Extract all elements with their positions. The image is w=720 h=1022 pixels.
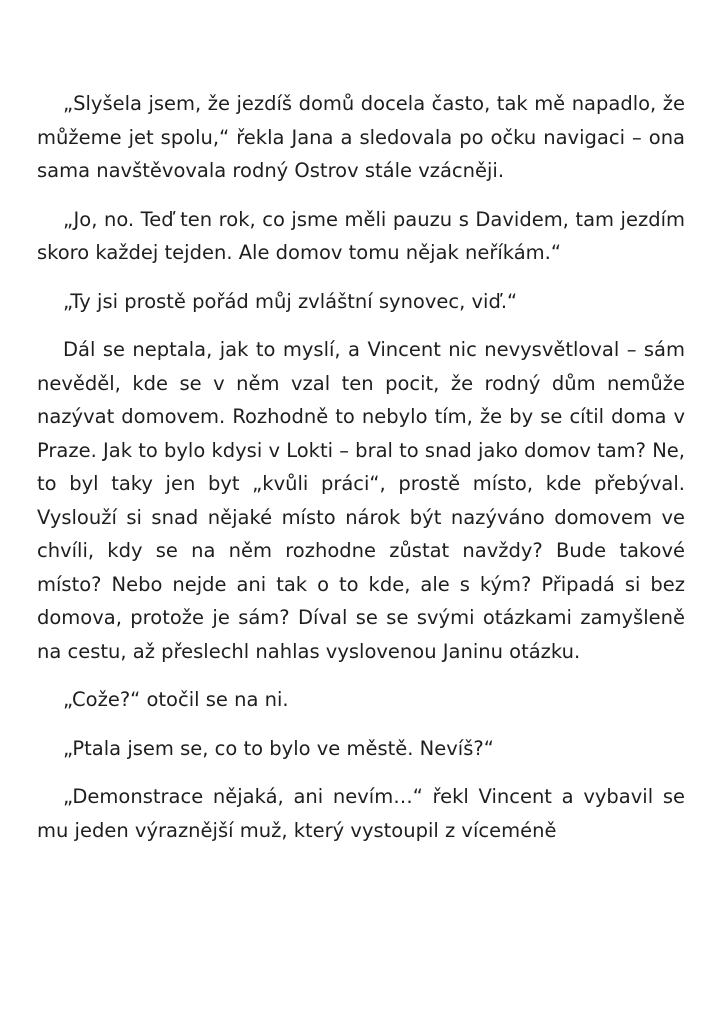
paragraph-6: „Ptala jsem se, co to bylo ve městě. Nevíš?“	[63, 736, 494, 760]
paragraph-4: Dál se neptala, jak to myslí, a Vincent nic nevysvětloval – sám nevěděl, kde se v něm vzal ten pocit, že rodný dům nemůže nazývat domovem. Rozhodně to nebylo tím, že by se cítil doma v Praze. Jak to bylo kdysi v Lokti – bral to snad jako domov tam? Ne, to byl taky jen byt „kvůli práci“, prostě místo, kde přebýval. Vyslouží si snad nějaké místo nárok být nazýváno domovem ve chvíli, kdy se na něm rozhodne zůstat navždy? Bude takové místo? Nebo nejde ani tak o to kde, ale s kým? Připadá si bez domova, protože je sám? Díval se se svými otázkami zamyšleně na cestu, až přeslechl nahlas vyslovenou Janinu otázku.	[37, 338, 685, 663]
paragraph-1: „Slyšela jsem, že jezdíš domů docela často, tak mě napadlo, že můžeme jet spolu,“ řekla Jana a sledovala po očku navigaci – ona sama navštěvovala rodný Ostrov stále vzácněji.	[37, 92, 685, 182]
paragraph-7: „Demonstrace nějaká, ani nevím…“ řekl Vincent a vybavil se mu jeden výraznější muž, který vystoupil z víceméně	[37, 785, 685, 842]
paragraph-5: „Cože?“ otočil se na ni.	[63, 688, 289, 711]
paragraph-2: „Jo, no. Teď ten rok, co jsme měli pauzu s Davidem, tam jezdím skoro každej tejden. Ale domov tomu nějak neříkám.“	[37, 207, 685, 264]
paragraph-3: „Ty jsi prostě pořád můj zvláštní synovec, viď.“	[63, 289, 518, 313]
page-text	[37, 87, 685, 862]
